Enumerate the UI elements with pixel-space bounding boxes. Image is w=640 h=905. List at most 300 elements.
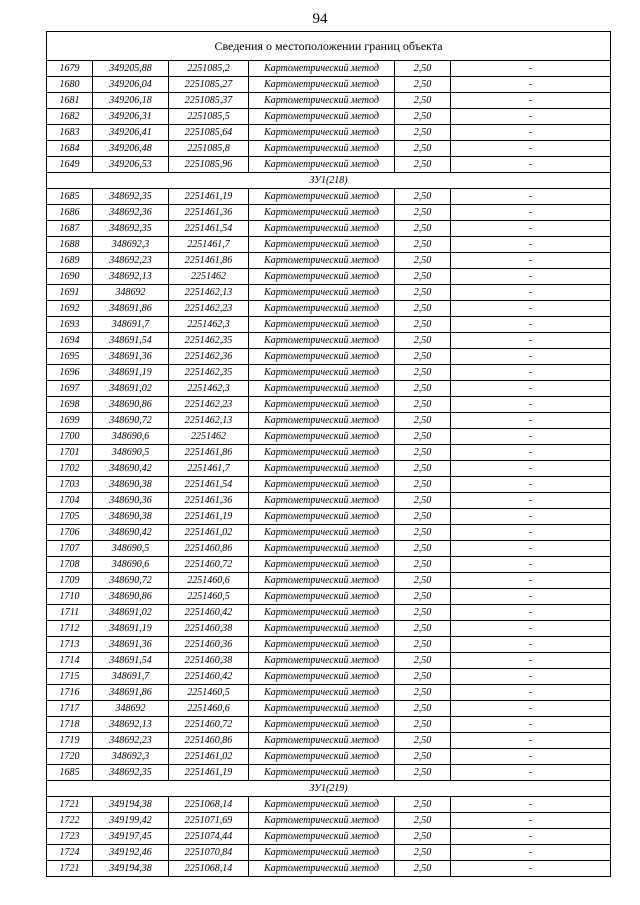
method-cell: Картометрический метод bbox=[249, 525, 395, 541]
page-number: 94 bbox=[312, 11, 328, 27]
point-number-cell: 1688 bbox=[47, 237, 93, 253]
table-row bbox=[47, 349, 611, 365]
x-coordinate-cell: 348690,6 bbox=[93, 557, 169, 573]
x-coordinate-cell: 348692,23 bbox=[93, 253, 169, 269]
point-number-cell: 1690 bbox=[47, 269, 93, 285]
note-cell: - bbox=[451, 141, 611, 157]
accuracy-cell: 2,50 bbox=[395, 317, 451, 333]
x-coordinate-cell: 348690,42 bbox=[93, 461, 169, 477]
table-row bbox=[47, 317, 611, 333]
point-number-cell: 1701 bbox=[47, 445, 93, 461]
method-cell: Картометрический метод bbox=[249, 845, 395, 861]
accuracy-cell: 2,50 bbox=[395, 461, 451, 477]
method-cell: Картометрический метод bbox=[249, 701, 395, 717]
table-row bbox=[47, 573, 611, 589]
accuracy-cell: 2,50 bbox=[395, 637, 451, 653]
method-cell: Картометрический метод bbox=[249, 813, 395, 829]
table-body bbox=[47, 32, 611, 877]
x-coordinate-cell: 349206,31 bbox=[93, 109, 169, 125]
note-cell: - bbox=[451, 541, 611, 557]
point-number-cell: 1719 bbox=[47, 733, 93, 749]
y-coordinate-cell: 2251068,14 bbox=[169, 861, 249, 877]
accuracy-cell: 2,50 bbox=[395, 381, 451, 397]
accuracy-cell: 2,50 bbox=[395, 813, 451, 829]
table-row bbox=[47, 365, 611, 381]
x-coordinate-cell: 348690,36 bbox=[93, 493, 169, 509]
point-number-cell: 1706 bbox=[47, 525, 93, 541]
y-coordinate-cell: 2251461,36 bbox=[169, 205, 249, 221]
note-cell: - bbox=[451, 365, 611, 381]
note-cell: - bbox=[451, 125, 611, 141]
x-coordinate-cell: 348692,3 bbox=[93, 237, 169, 253]
point-number-cell: 1712 bbox=[47, 621, 93, 637]
y-coordinate-cell: 2251462,35 bbox=[169, 365, 249, 381]
accuracy-cell: 2,50 bbox=[395, 557, 451, 573]
accuracy-cell: 2,50 bbox=[395, 605, 451, 621]
accuracy-cell: 2,50 bbox=[395, 413, 451, 429]
y-coordinate-cell: 2251085,2 bbox=[169, 61, 249, 77]
y-coordinate-cell: 2251460,42 bbox=[169, 605, 249, 621]
note-cell: - bbox=[451, 157, 611, 173]
accuracy-cell: 2,50 bbox=[395, 125, 451, 141]
method-cell: Картометрический метод bbox=[249, 445, 395, 461]
accuracy-cell: 2,50 bbox=[395, 653, 451, 669]
x-coordinate-cell: 348690,5 bbox=[93, 541, 169, 557]
note-cell: - bbox=[451, 813, 611, 829]
x-coordinate-cell: 348692 bbox=[93, 285, 169, 301]
x-coordinate-cell: 348690,38 bbox=[93, 477, 169, 493]
accuracy-cell: 2,50 bbox=[395, 301, 451, 317]
x-coordinate-cell: 348691,54 bbox=[93, 333, 169, 349]
point-number-cell: 1721 bbox=[47, 861, 93, 877]
method-cell: Картометрический метод bbox=[249, 477, 395, 493]
method-cell: Картометрический метод bbox=[249, 541, 395, 557]
table-row bbox=[47, 765, 611, 781]
table-row bbox=[47, 797, 611, 813]
note-cell: - bbox=[451, 525, 611, 541]
point-number-cell: 1710 bbox=[47, 589, 93, 605]
method-cell: Картометрический метод bbox=[249, 653, 395, 669]
method-cell: Картометрический метод bbox=[249, 381, 395, 397]
accuracy-cell: 2,50 bbox=[395, 541, 451, 557]
point-number-cell: 1696 bbox=[47, 365, 93, 381]
point-number-cell: 1714 bbox=[47, 653, 93, 669]
y-coordinate-cell: 2251462,35 bbox=[169, 333, 249, 349]
point-number-cell: 1715 bbox=[47, 669, 93, 685]
accuracy-cell: 2,50 bbox=[395, 717, 451, 733]
accuracy-cell: 2,50 bbox=[395, 509, 451, 525]
method-cell: Картометрический метод bbox=[249, 77, 395, 93]
y-coordinate-cell: 2251085,96 bbox=[169, 157, 249, 173]
accuracy-cell: 2,50 bbox=[395, 765, 451, 781]
y-coordinate-cell: 2251460,6 bbox=[169, 573, 249, 589]
table-row bbox=[47, 269, 611, 285]
table-row bbox=[47, 429, 611, 445]
x-coordinate-cell: 349206,41 bbox=[93, 125, 169, 141]
table-row bbox=[47, 621, 611, 637]
x-coordinate-cell: 348691,86 bbox=[93, 685, 169, 701]
method-cell: Картометрический метод bbox=[249, 749, 395, 765]
method-cell: Картометрический метод bbox=[249, 557, 395, 573]
y-coordinate-cell: 2251085,5 bbox=[169, 109, 249, 125]
table-row bbox=[47, 397, 611, 413]
method-cell: Картометрический метод bbox=[249, 509, 395, 525]
note-cell: - bbox=[451, 221, 611, 237]
table-row bbox=[47, 445, 611, 461]
x-coordinate-cell: 348691,7 bbox=[93, 317, 169, 333]
accuracy-cell: 2,50 bbox=[395, 397, 451, 413]
x-coordinate-cell: 348691,7 bbox=[93, 669, 169, 685]
section-label: ЗУ1(218) bbox=[47, 173, 611, 189]
y-coordinate-cell: 2251070,84 bbox=[169, 845, 249, 861]
x-coordinate-cell: 348690,6 bbox=[93, 429, 169, 445]
method-cell: Картометрический метод bbox=[249, 93, 395, 109]
point-number-cell: 1684 bbox=[47, 141, 93, 157]
x-coordinate-cell: 348691,19 bbox=[93, 621, 169, 637]
point-number-cell: 1679 bbox=[47, 61, 93, 77]
method-cell: Картометрический метод bbox=[249, 61, 395, 77]
x-coordinate-cell: 348692,35 bbox=[93, 221, 169, 237]
y-coordinate-cell: 2251461,19 bbox=[169, 509, 249, 525]
note-cell: - bbox=[451, 109, 611, 125]
x-coordinate-cell: 349199,42 bbox=[93, 813, 169, 829]
point-number-cell: 1683 bbox=[47, 125, 93, 141]
y-coordinate-cell: 2251085,37 bbox=[169, 93, 249, 109]
point-number-cell: 1681 bbox=[47, 93, 93, 109]
method-cell: Картометрический метод bbox=[249, 301, 395, 317]
section-label: ЗУ1(219) bbox=[47, 781, 611, 797]
y-coordinate-cell: 2251462 bbox=[169, 429, 249, 445]
note-cell: - bbox=[451, 829, 611, 845]
table-row bbox=[47, 829, 611, 845]
method-cell: Картометрический метод bbox=[249, 461, 395, 477]
table-row bbox=[47, 237, 611, 253]
note-cell: - bbox=[451, 669, 611, 685]
point-number-cell: 1685 bbox=[47, 765, 93, 781]
accuracy-cell: 2,50 bbox=[395, 365, 451, 381]
point-number-cell: 1692 bbox=[47, 301, 93, 317]
x-coordinate-cell: 348691,36 bbox=[93, 349, 169, 365]
note-cell: - bbox=[451, 589, 611, 605]
point-number-cell: 1707 bbox=[47, 541, 93, 557]
point-number-cell: 1695 bbox=[47, 349, 93, 365]
y-coordinate-cell: 2251461,86 bbox=[169, 445, 249, 461]
method-cell: Картометрический метод bbox=[249, 797, 395, 813]
x-coordinate-cell: 348692,13 bbox=[93, 269, 169, 285]
point-number-cell: 1724 bbox=[47, 845, 93, 861]
accuracy-cell: 2,50 bbox=[395, 189, 451, 205]
note-cell: - bbox=[451, 189, 611, 205]
table-row bbox=[47, 685, 611, 701]
method-cell: Картометрический метод bbox=[249, 285, 395, 301]
accuracy-cell: 2,50 bbox=[395, 237, 451, 253]
y-coordinate-cell: 2251085,27 bbox=[169, 77, 249, 93]
point-number-cell: 1720 bbox=[47, 749, 93, 765]
note-cell: - bbox=[451, 461, 611, 477]
table-row bbox=[47, 77, 611, 93]
x-coordinate-cell: 348692,35 bbox=[93, 189, 169, 205]
point-number-cell: 1718 bbox=[47, 717, 93, 733]
table-row bbox=[47, 845, 611, 861]
note-cell: - bbox=[451, 861, 611, 877]
y-coordinate-cell: 2251461,19 bbox=[169, 189, 249, 205]
accuracy-cell: 2,50 bbox=[395, 93, 451, 109]
note-cell: - bbox=[451, 557, 611, 573]
note-cell: - bbox=[451, 205, 611, 221]
table-row bbox=[47, 381, 611, 397]
method-cell: Картометрический метод bbox=[249, 141, 395, 157]
x-coordinate-cell: 348691,54 bbox=[93, 653, 169, 669]
y-coordinate-cell: 2251460,6 bbox=[169, 701, 249, 717]
point-number-cell: 1687 bbox=[47, 221, 93, 237]
y-coordinate-cell: 2251462,23 bbox=[169, 397, 249, 413]
point-number-cell: 1721 bbox=[47, 797, 93, 813]
y-coordinate-cell: 2251460,42 bbox=[169, 669, 249, 685]
note-cell: - bbox=[451, 349, 611, 365]
accuracy-cell: 2,50 bbox=[395, 685, 451, 701]
y-coordinate-cell: 2251460,72 bbox=[169, 557, 249, 573]
note-cell: - bbox=[451, 381, 611, 397]
x-coordinate-cell: 348691,36 bbox=[93, 637, 169, 653]
method-cell: Картометрический метод bbox=[249, 397, 395, 413]
y-coordinate-cell: 2251461,7 bbox=[169, 461, 249, 477]
x-coordinate-cell: 348690,72 bbox=[93, 573, 169, 589]
accuracy-cell: 2,50 bbox=[395, 701, 451, 717]
y-coordinate-cell: 2251462,36 bbox=[169, 349, 249, 365]
x-coordinate-cell: 348691,02 bbox=[93, 381, 169, 397]
method-cell: Картометрический метод bbox=[249, 189, 395, 205]
method-cell: Картометрический метод bbox=[249, 669, 395, 685]
note-cell: - bbox=[451, 333, 611, 349]
y-coordinate-cell: 2251074,44 bbox=[169, 829, 249, 845]
note-cell: - bbox=[451, 749, 611, 765]
table-row bbox=[47, 285, 611, 301]
note-cell: - bbox=[451, 429, 611, 445]
table-row bbox=[47, 125, 611, 141]
section-header-row bbox=[47, 781, 611, 797]
accuracy-cell: 2,50 bbox=[395, 573, 451, 589]
table-row bbox=[47, 589, 611, 605]
method-cell: Картометрический метод bbox=[249, 493, 395, 509]
table-row bbox=[47, 189, 611, 205]
y-coordinate-cell: 2251460,86 bbox=[169, 733, 249, 749]
y-coordinate-cell: 2251071,69 bbox=[169, 813, 249, 829]
table-row bbox=[47, 701, 611, 717]
point-number-cell: 1698 bbox=[47, 397, 93, 413]
note-cell: - bbox=[451, 93, 611, 109]
accuracy-cell: 2,50 bbox=[395, 525, 451, 541]
y-coordinate-cell: 2251461,86 bbox=[169, 253, 249, 269]
accuracy-cell: 2,50 bbox=[395, 845, 451, 861]
method-cell: Картометрический метод bbox=[249, 621, 395, 637]
method-cell: Картометрический метод bbox=[249, 365, 395, 381]
table-row bbox=[47, 509, 611, 525]
method-cell: Картометрический метод bbox=[249, 861, 395, 877]
method-cell: Картометрический метод bbox=[249, 237, 395, 253]
accuracy-cell: 2,50 bbox=[395, 61, 451, 77]
point-number-cell: 1686 bbox=[47, 205, 93, 221]
y-coordinate-cell: 2251461,19 bbox=[169, 765, 249, 781]
y-coordinate-cell: 2251461,7 bbox=[169, 237, 249, 253]
note-cell: - bbox=[451, 397, 611, 413]
x-coordinate-cell: 348692,13 bbox=[93, 717, 169, 733]
note-cell: - bbox=[451, 509, 611, 525]
point-number-cell: 1711 bbox=[47, 605, 93, 621]
accuracy-cell: 2,50 bbox=[395, 429, 451, 445]
point-number-cell: 1716 bbox=[47, 685, 93, 701]
note-cell: - bbox=[451, 61, 611, 77]
method-cell: Картометрический метод bbox=[249, 157, 395, 173]
y-coordinate-cell: 2251460,38 bbox=[169, 621, 249, 637]
method-cell: Картометрический метод bbox=[249, 717, 395, 733]
y-coordinate-cell: 2251462,23 bbox=[169, 301, 249, 317]
table-row bbox=[47, 813, 611, 829]
x-coordinate-cell: 349206,53 bbox=[93, 157, 169, 173]
table-row bbox=[47, 557, 611, 573]
table-row bbox=[47, 205, 611, 221]
accuracy-cell: 2,50 bbox=[395, 493, 451, 509]
point-number-cell: 1682 bbox=[47, 109, 93, 125]
point-number-cell: 1723 bbox=[47, 829, 93, 845]
x-coordinate-cell: 349206,18 bbox=[93, 93, 169, 109]
table-row bbox=[47, 861, 611, 877]
point-number-cell: 1705 bbox=[47, 509, 93, 525]
y-coordinate-cell: 2251462,3 bbox=[169, 317, 249, 333]
table-row bbox=[47, 301, 611, 317]
accuracy-cell: 2,50 bbox=[395, 797, 451, 813]
point-number-cell: 1717 bbox=[47, 701, 93, 717]
method-cell: Картометрический метод bbox=[249, 685, 395, 701]
point-number-cell: 1694 bbox=[47, 333, 93, 349]
method-cell: Картометрический метод bbox=[249, 317, 395, 333]
x-coordinate-cell: 348692,36 bbox=[93, 205, 169, 221]
note-cell: - bbox=[451, 285, 611, 301]
x-coordinate-cell: 348691,02 bbox=[93, 605, 169, 621]
y-coordinate-cell: 2251462 bbox=[169, 269, 249, 285]
table-row bbox=[47, 525, 611, 541]
x-coordinate-cell: 349194,38 bbox=[93, 797, 169, 813]
note-cell: - bbox=[451, 301, 611, 317]
accuracy-cell: 2,50 bbox=[395, 333, 451, 349]
accuracy-cell: 2,50 bbox=[395, 621, 451, 637]
x-coordinate-cell: 348692,23 bbox=[93, 733, 169, 749]
accuracy-cell: 2,50 bbox=[395, 477, 451, 493]
method-cell: Картометрический метод bbox=[249, 269, 395, 285]
note-cell: - bbox=[451, 477, 611, 493]
table-row bbox=[47, 253, 611, 269]
point-number-cell: 1691 bbox=[47, 285, 93, 301]
note-cell: - bbox=[451, 733, 611, 749]
x-coordinate-cell: 348690,86 bbox=[93, 397, 169, 413]
method-cell: Картометрический метод bbox=[249, 333, 395, 349]
point-number-cell: 1680 bbox=[47, 77, 93, 93]
method-cell: Картометрический метод bbox=[249, 829, 395, 845]
accuracy-cell: 2,50 bbox=[395, 157, 451, 173]
method-cell: Картометрический метод bbox=[249, 605, 395, 621]
accuracy-cell: 2,50 bbox=[395, 269, 451, 285]
note-cell: - bbox=[451, 493, 611, 509]
point-number-cell: 1649 bbox=[47, 157, 93, 173]
point-number-cell: 1722 bbox=[47, 813, 93, 829]
y-coordinate-cell: 2251460,86 bbox=[169, 541, 249, 557]
point-number-cell: 1704 bbox=[47, 493, 93, 509]
point-number-cell: 1689 bbox=[47, 253, 93, 269]
note-cell: - bbox=[451, 445, 611, 461]
table-row bbox=[47, 541, 611, 557]
table-row bbox=[47, 669, 611, 685]
y-coordinate-cell: 2251460,38 bbox=[169, 653, 249, 669]
note-cell: - bbox=[451, 701, 611, 717]
method-cell: Картометрический метод bbox=[249, 589, 395, 605]
table-row bbox=[47, 141, 611, 157]
x-coordinate-cell: 348692,35 bbox=[93, 765, 169, 781]
table-row bbox=[47, 157, 611, 173]
point-number-cell: 1709 bbox=[47, 573, 93, 589]
y-coordinate-cell: 2251460,36 bbox=[169, 637, 249, 653]
accuracy-cell: 2,50 bbox=[395, 589, 451, 605]
x-coordinate-cell: 348690,72 bbox=[93, 413, 169, 429]
table-row bbox=[47, 653, 611, 669]
y-coordinate-cell: 2251460,72 bbox=[169, 717, 249, 733]
x-coordinate-cell: 349194,38 bbox=[93, 861, 169, 877]
table-row bbox=[47, 109, 611, 125]
y-coordinate-cell: 2251462,3 bbox=[169, 381, 249, 397]
accuracy-cell: 2,50 bbox=[395, 285, 451, 301]
x-coordinate-cell: 348692 bbox=[93, 701, 169, 717]
note-cell: - bbox=[451, 685, 611, 701]
y-coordinate-cell: 2251068,14 bbox=[169, 797, 249, 813]
table-row bbox=[47, 413, 611, 429]
x-coordinate-cell: 349205,88 bbox=[93, 61, 169, 77]
point-number-cell: 1703 bbox=[47, 477, 93, 493]
y-coordinate-cell: 2251461,02 bbox=[169, 749, 249, 765]
table-caption-row bbox=[47, 32, 611, 61]
accuracy-cell: 2,50 bbox=[395, 749, 451, 765]
point-number-cell: 1702 bbox=[47, 461, 93, 477]
y-coordinate-cell: 2251085,64 bbox=[169, 125, 249, 141]
note-cell: - bbox=[451, 269, 611, 285]
note-cell: - bbox=[451, 253, 611, 269]
accuracy-cell: 2,50 bbox=[395, 829, 451, 845]
y-coordinate-cell: 2251460,5 bbox=[169, 589, 249, 605]
x-coordinate-cell: 349206,48 bbox=[93, 141, 169, 157]
accuracy-cell: 2,50 bbox=[395, 221, 451, 237]
note-cell: - bbox=[451, 797, 611, 813]
table-row bbox=[47, 93, 611, 109]
note-cell: - bbox=[451, 637, 611, 653]
y-coordinate-cell: 2251085,8 bbox=[169, 141, 249, 157]
point-number-cell: 1713 bbox=[47, 637, 93, 653]
method-cell: Картометрический метод bbox=[249, 221, 395, 237]
note-cell: - bbox=[451, 717, 611, 733]
method-cell: Картометрический метод bbox=[249, 637, 395, 653]
boundary-coordinates-table bbox=[46, 31, 611, 877]
method-cell: Картометрический метод bbox=[249, 205, 395, 221]
y-coordinate-cell: 2251461,54 bbox=[169, 221, 249, 237]
table-row bbox=[47, 333, 611, 349]
accuracy-cell: 2,50 bbox=[395, 733, 451, 749]
x-coordinate-cell: 348690,86 bbox=[93, 589, 169, 605]
accuracy-cell: 2,50 bbox=[395, 205, 451, 221]
note-cell: - bbox=[451, 605, 611, 621]
note-cell: - bbox=[451, 653, 611, 669]
note-cell: - bbox=[451, 621, 611, 637]
x-coordinate-cell: 348690,42 bbox=[93, 525, 169, 541]
note-cell: - bbox=[451, 77, 611, 93]
table-row bbox=[47, 61, 611, 77]
x-coordinate-cell: 348690,5 bbox=[93, 445, 169, 461]
method-cell: Картометрический метод bbox=[249, 413, 395, 429]
